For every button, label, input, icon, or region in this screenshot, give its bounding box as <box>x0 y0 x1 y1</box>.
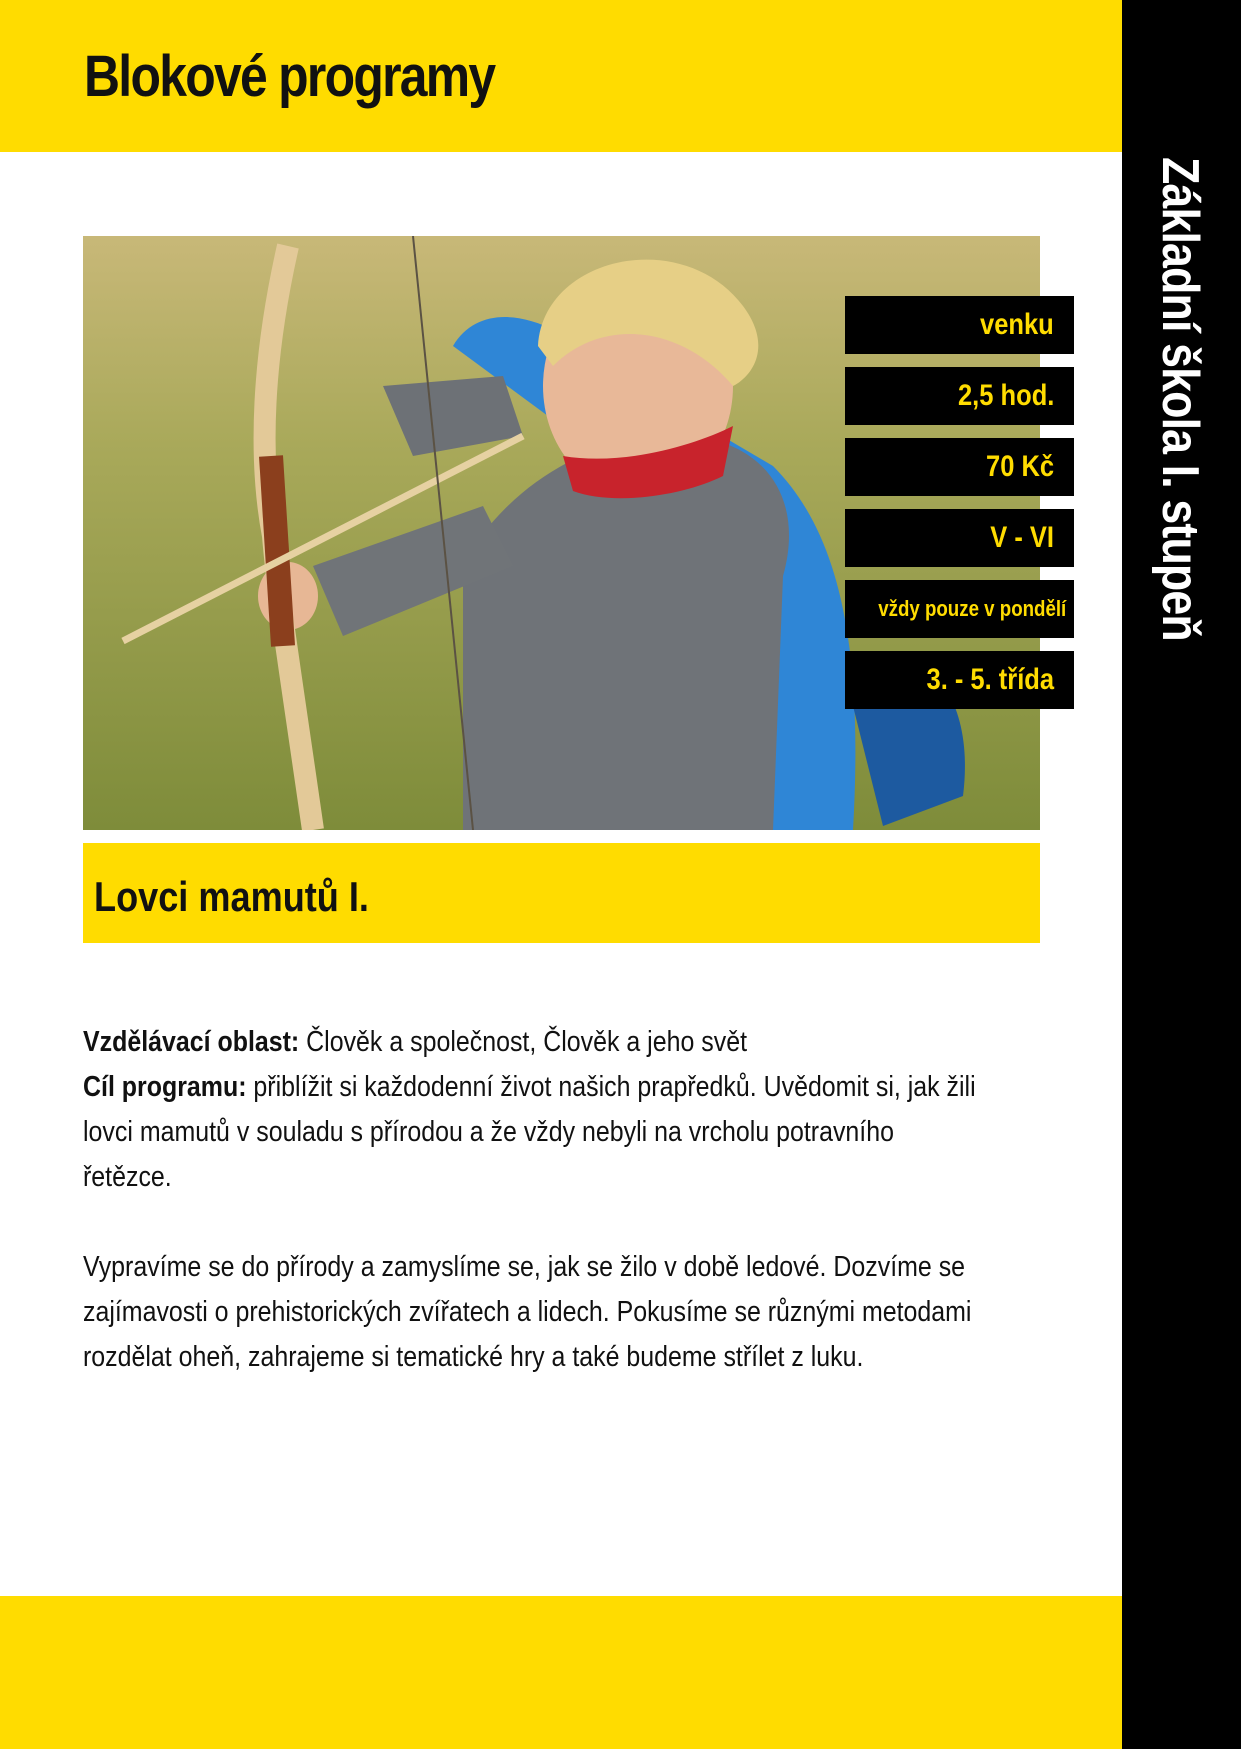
goal-line <box>83 1065 977 1200</box>
program-title-band <box>83 843 1040 943</box>
program-description: Vypravíme se do přírody a zamyslíme se, jak se žilo v době ledové. Dozvíme se zajímavosti o prehistorických zvířatech a lidech. Pokusíme se různými metodami rozdělat oheň, zahrajeme si tematické hry a také budeme střílet z luku. <box>83 1251 972 1373</box>
goal-value: přiblížit si každodenní život našich prapředků. Uvědomit si, jak žili lovci mamutů v souladu s přírodou a že vždy nebyli na vrcholu potravního řetězce. <box>83 1071 976 1193</box>
program-tags <box>845 296 1074 722</box>
tag-duration: 2,5 hod. <box>845 367 1074 425</box>
area-line <box>83 1020 977 1065</box>
header-band <box>0 0 1122 152</box>
page-title: Blokové programy <box>84 44 495 109</box>
goal-label: Cíl programu: <box>83 1071 247 1103</box>
spacer <box>83 1200 977 1245</box>
area-label: Vzdělávací oblast: <box>83 1026 300 1058</box>
program-title: Lovci mamutů I. <box>94 873 369 920</box>
program-body <box>83 1020 977 1380</box>
tag-grade: 3. - 5. třída <box>845 651 1074 709</box>
side-label-text: Základní škola I. stupeň <box>1151 157 1209 641</box>
tag-months: V - VI <box>845 509 1074 567</box>
side-label <box>1150 157 1210 720</box>
tag-price: 70 Kč <box>845 438 1074 496</box>
tag-day: vždy pouze v pondělí <box>845 580 1074 638</box>
footer-band <box>0 1596 1122 1749</box>
area-value: Člověk a společnost, Člověk a jeho svět <box>299 1026 748 1058</box>
tag-location: venku <box>845 296 1074 354</box>
